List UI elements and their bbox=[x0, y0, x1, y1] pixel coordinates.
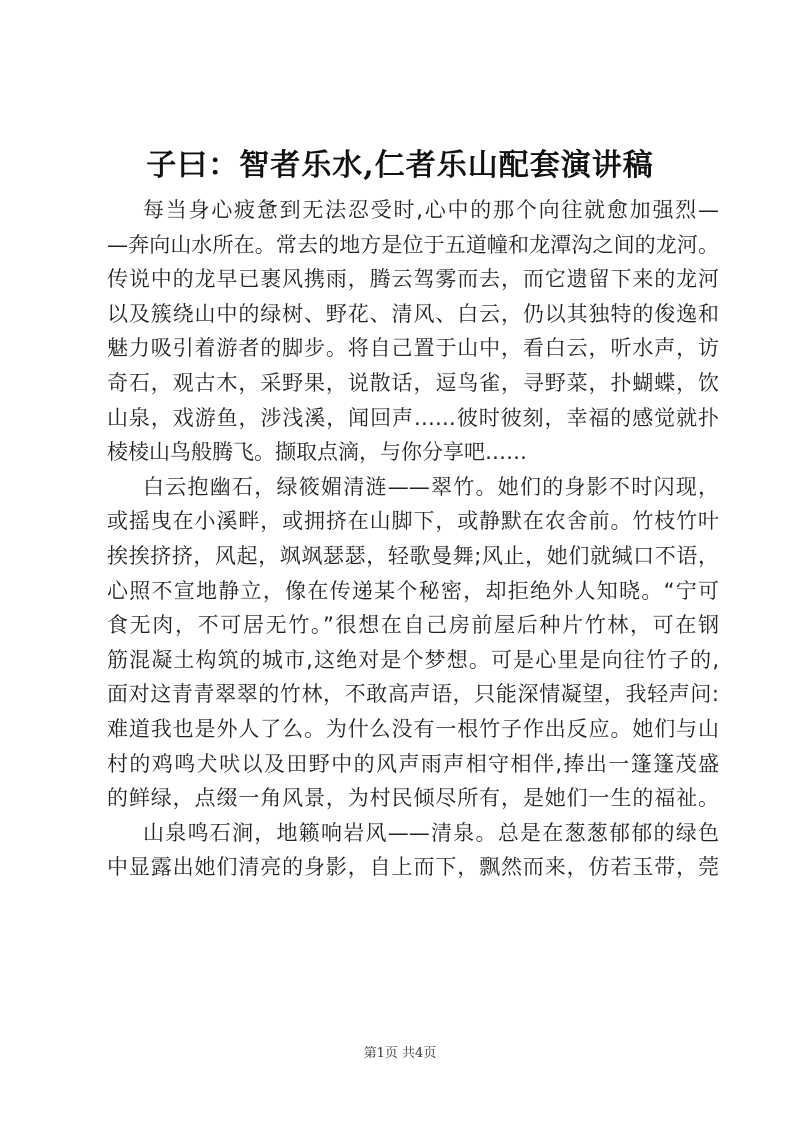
text-line: 或摇曳在小溪畔，或拥挤在山脚下，或静默在农舍前。竹枝竹叶 bbox=[107, 509, 719, 534]
text-line: 传说中的龙早已裹风携雨，腾云驾雾而去，而它遗留下来的龙河 bbox=[107, 267, 719, 292]
text-line: 的鲜绿，点缀一角风景，为村民倾尽所有，是她们一生的福祉。 bbox=[107, 786, 719, 811]
text-line: 棱棱山鸟般腾飞。撷取点滴，与你分享吧…… bbox=[107, 440, 527, 465]
document-title: 子曰：智者乐水,仁者乐山配套演讲稿 bbox=[146, 148, 654, 183]
text-line: 魅力吸引着游者的脚步。将自己置于山中，看白云，听水声，访 bbox=[107, 336, 719, 361]
text-line: 山泉鸣石涧，地籁响岩风——清泉。总是在葱葱郁郁的绿色 bbox=[143, 820, 719, 845]
text-line: 面对这青青翠翠的竹林，不敢高声语，只能深情凝望，我轻声问: bbox=[107, 682, 719, 707]
text-line: 以及簇绕山中的绿树、野花、清风、白云，仍以其独特的俊逸和 bbox=[107, 301, 719, 326]
document-body bbox=[107, 193, 719, 885]
text-line: 食无肉，不可居无竹。”很想在自己房前屋后种片竹林，可在钢 bbox=[107, 613, 719, 638]
text-line: 白云抱幽石，绿筱媚清涟——翠竹。她们的身影不时闪现， bbox=[143, 474, 719, 499]
text-line: 村的鸡鸣犬吠以及田野中的风声雨声相守相伴,捧出一篷篷茂盛 bbox=[107, 751, 719, 776]
text-line: 中显露出她们清亮的身影，自上而下，飘然而来，仿若玉带，莞 bbox=[107, 855, 719, 880]
text-line: 难道我也是外人了么。为什么没有一根竹子作出反应。她们与山 bbox=[107, 716, 719, 741]
text-line: —奔向山水所在。常去的地方是位于五道幢和龙潭沟之间的龙河。 bbox=[107, 232, 719, 257]
text-line: 心照不宣地静立，像在传递某个秘密，却拒绝外人知晓。“宁可 bbox=[107, 578, 719, 603]
text-line: 奇石，观古木，采野果，说散话，逗鸟雀，寻野菜，扑蝴蝶，饮 bbox=[107, 370, 719, 395]
text-line: 筋混凝土构筑的城市,这绝对是个梦想。可是心里是向往竹子的, bbox=[107, 647, 719, 672]
text-line: 山泉，戏游鱼，涉浅溪，闻回声……彼时彼刻，幸福的感觉就扑 bbox=[107, 405, 719, 430]
text-line: 挨挨挤挤，风起，飒飒瑟瑟，轻歌曼舞;风止，她们就缄口不语， bbox=[107, 543, 719, 568]
page-number-footer: 第1页 共4页 bbox=[363, 1046, 437, 1061]
text-line: 每当身心疲惫到无法忍受时,心中的那个向往就愈加强烈— bbox=[143, 198, 719, 222]
